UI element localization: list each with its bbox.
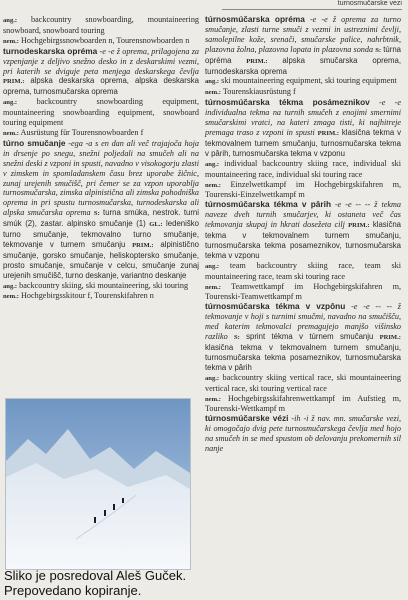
entry-tekma-v-parih: túrnosmúčarska tékma v pârih -e -e -- -- ž tekma naveze dveh turnih smučarjev, ki ostaneta več čas tekmovanja skupaj in hkrati dosežeta cilj PRIM.: klasična tekma v tekmovalnem turnem smučanju, turnosmučarska tekma posameznikov, turnosmučarska tekma v vzponu ang.: team backcountry skiing race, team ski mountaineering race, team ski touring race nem.: Teamwettkampf im Hochgebirgskifahren m, Tourenski-Teamwettkampf m	[205, 199, 402, 302]
entry-tekma-v-vzponu: túrnosmúčarska tékma v vzpônu -e -e -- -- ž tekmovanje v hoji s turnimi smučmi, navadno na smučišču, med katerim tekmovalci premagujejo manjšo višinsko razliko S: sprint tékma v túrnem smučanju PRIM.: klasična tekma v tekmovalnem turnem smučanju, turnosmučarska tekma posameznikov, turnosmučarska tekma v pârih ang.: backcountry skiing vertical race, ski mountaineering vertical race, ski touring vertical race nem.: Hochgebirgsskifahrenwettkampf im Aufstieg m, Tourenski-Wettkampf m	[205, 301, 402, 414]
entry-turnodeskarska-oprema: turnodeskarska opréma -e -e ž oprema, prilagojena za vzpenjanje z deljivo snežno desko in z deskarskimi vezmi, pri katerih se dviguje peta menjega deskarskega čevlja PRIM.: alpska deskarska oprema, alpska deskarska oprema, turnosmučarska oprema ang.: backcountry snowboarding equipment, mountaineering snowboarding equipment, snowboard touring equipment nem.: Ausrüstung für Tourensnowboarden f	[3, 45, 200, 137]
mountain-illustration	[6, 399, 190, 569]
definition: en dan ali več trajajoča hoja in drsenje po snegu, snežni poljedali na smučeh ali na snežni deski z vzponi in spusti, navadno v visokogorju zlasti v zimskem in spomladanskem času brez uporabe žičnic, zunaj urejenih smučišč, pri čemer se za vzpon uporablja turnosmučarska, zimska alpinistična ali zimska pohodniška oprema in pri spustu turnosmučarska, turnodeskarska ali alpska smučarska oprema	[3, 138, 200, 218]
entry-turnosmucarske-vezi: túrnosmúčarske vézi -ih -i ž nav. mn. smučarske vezi, ki omogočajo dvig pete turnosmučarskega čevlja med hojo na smučeh in se med spustom ob delovanju prekomernih sil nanje	[205, 413, 402, 454]
definition: smučarske vezi, ki omogočajo dvig pete turnosmučarskega čevlja med hojo na smučeh in se med spustom ob delovanju prekomernih sil nanje	[205, 414, 402, 454]
headword: turnodeskarska opréma	[3, 45, 98, 56]
left-column	[3, 15, 199, 302]
running-header	[222, 0, 402, 10]
entry-turno-smucanje: túrno smučanje -ega -a s en dan ali več trajajoča hoja in drsenje po snegu, snežni poljedali na smučeh ali na snežni deski z vzponi in spusti, navadno v visokogorju zlasti v zimskem in spomladanskem času brez uporabe žičnic, zunaj urejenih smučišč, pri čemer se za vzpon uporablja turnosmučarska, zimska alpinistična ali zimska pohodniška oprema in pri spustu turnosmučarska, turnodeskarska ali alpska smučarska oprema S: turna smúka, nestrok. turni smúk (2), zastar. alpinsko smučanje (1) GL.: ledeniško turno smučanje, tekmovalno turno smučanje, tekmovanje v turnem smučanju PRIM.: alpinistično smučanje, gorsko smučanje, heliskoptersko smučanje, prosto smučanje, smučanje v celcu, smučanje zunaj urejenih smučišč, turno deskanje, variantno deskanje ang.: backcountry skiing, ski mountaineering, ski touring nem.: Hochgebirgsskitour f, Tourenskifahren n	[3, 137, 200, 301]
entry-snowboard-touring-tail: ang.: backcountry snowboarding, mountaineering snowboard, snowboard touring nem.: Hochgebirgssnowboarden n, Tourensnowboarden n	[3, 15, 200, 45]
photo-credit-caption: Sliko je posredoval Aleš Guček. Prepovedano kopiranje.	[4, 568, 187, 598]
definition: tekmovanje v hoji s turnimi smučmi, navadno na smučišču, med katerim tekmovalci premagujejo manjšo višinsko razliko	[205, 312, 401, 342]
headword: túrnosmúčarska tékma posámeznikov	[205, 97, 370, 108]
headword: túrnosmúčarska tékma v pârih	[205, 199, 332, 210]
headword: túrno smučanje	[3, 137, 66, 148]
headword: túrnosmúčarske vézi	[205, 413, 289, 424]
headword: túrnosmúčarska opréma	[205, 14, 305, 24]
headword: túrnosmúčarska tékma v vzpônu	[205, 301, 346, 312]
definition: individualna tekma na turnih smučeh z enojimi smernimi smučarskimi vratci, na kateri zmaga tisti, ki najhitreje premaga traso z vzponi in spusti	[205, 108, 401, 137]
definition: oprema za turno smučanje, zlasti turne smuči z vezmi in ustreznimi čevlji, samolepilne kože, srenači, smučarske palice, nahrbtnik, plazovna žolna, plazovna lopata in plazovna sonda	[205, 15, 401, 54]
entry-tekma-posameznikov: túrnosmúčarska tékma posámeznikov -e -e individualna tekma na turnih smučeh z enojimi smernimi smučarskimi vratci, na kateri zmaga tisti, ki najhitreje premaga traso z vzponi in spusti PRIM.: klasična tekma v tekmovalnem turnem smučanju, turnosmučarska tekma v pârih, turnosmučarska tekma v vzponu ang.: individual backcountry skiing race, individual ski mountaineering race, individual ski touring race nem.: Einzelwettkampf im Hochgebirgskifahren m, Tourenski-Einzelwettkampf m	[205, 97, 402, 200]
running-title: turnosmučarske vezi	[337, 0, 402, 7]
right-column	[205, 15, 401, 454]
definition: oprema, prilagojena za vzpenjanje z deljivo snežno desko in z deskarskimi vezmi, pri katerih se dviguje peta menjega deskarskega čevlja	[3, 46, 199, 76]
ski-touring-photo	[5, 398, 191, 570]
definition: tekma naveze dveh turnih smučarjev, ki ostaneta več čas tekmovanja skupaj in hkrati dosežeta cilj	[205, 200, 401, 230]
entry-turnosmucarska-oprema: túrnosmúčarska opréma -e -e ž oprema za turno smučanje, zlasti turne smuči z vezmi in ustreznimi čevlji, samolepilne kože, srenači, smučarske palice, nahrbtnik, plazovna žolna, plazovna lopata in plazovna sonda S: túrna opréma PRIM.: alpska smučarska oprema, turnodeskarska oprema ang.: ski mountaineering equipment, ski touring equipment nem.: Tourenskiausrüstung f	[205, 14, 402, 97]
